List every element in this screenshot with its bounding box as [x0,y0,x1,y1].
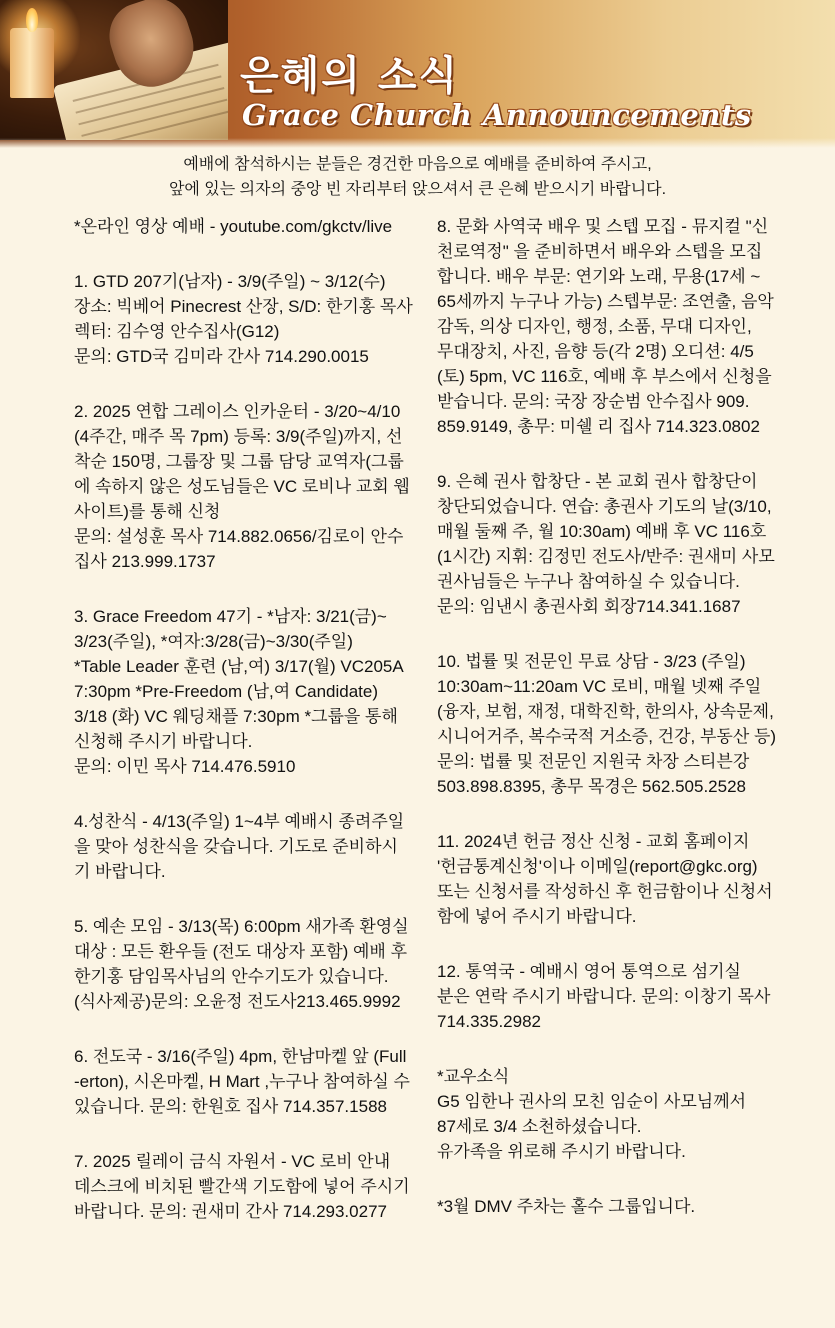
announcement-line: 1. GTD 207기(남자) - 3/9(주일) ~ 3/12(수) [74,272,386,291]
candle-icon [10,28,54,98]
announcement-line: 감독, 의상 디자인, 행정, 소품, 무대 디자인, [437,317,752,336]
announcement-line: *Table Leader 훈련 (남,여) 3/17(월) VC205A [74,657,404,676]
announcement-line: 8. 문화 사역국 배우 및 스텝 모집 - 뮤지컬 "신 [437,217,769,236]
announcement-line: 문의: GTD국 김미라 간사 714.290.0015 [74,347,369,366]
announcement-line: (4주간, 매주 목 7pm) 등록: 3/9(주일)까지, 선 [74,427,403,446]
announcement-line: 창단되었습니다. 연습: 총권사 기도의 날(3/10, [437,497,772,516]
announcement-item [437,1194,793,1219]
left-column [74,214,430,1224]
announcement-line: 4.성찬식 - 4/13(주일) 1~4부 예배시 종려주일 [74,812,405,831]
announcement-line: 문의: 법률 및 전문인 지원국 차장 스티븐강 [437,752,750,771]
announcement-line: 7:30pm *Pre-Freedom (남,여 Candidate) [74,682,379,701]
announcement-item [437,829,793,929]
announcement-item [74,809,430,884]
announcement-line: 신청해 주시기 바랍니다. [74,732,253,751]
intro-notice [0,152,835,202]
announcement-item [74,214,430,239]
announcement-line: 장소: 빅베어 Pinecrest 산장, S/D: 한기홍 목사 [74,297,413,316]
announcement-line: 데스크에 비치된 빨간색 기도함에 넣어 주시기 [74,1177,410,1196]
announcement-item [437,214,793,439]
announcement-line: 문의: 설성훈 목사 714.882.0656/김로이 안수 [74,527,404,546]
announcement-line: 합니다. 배우 부문: 연기와 노래, 무용(17세 ~ [437,267,761,286]
announcement-line: 매월 둘째 주, 월 10:30am) 예배 후 VC 116호 [437,522,767,541]
announcement-line: 한기홍 담임목사님의 안수기도가 있습니다. [74,967,389,986]
announcement-item [74,914,430,1014]
announcement-line: 있습니다. 문의: 한원호 집사 714.357.1588 [74,1097,387,1116]
announcement-item [437,649,793,799]
announcement-line: 문의: 임낸시 총권사회 회장714.341.1687 [437,597,741,616]
announcement-item [437,469,793,619]
announcement-line: 2. 2025 연합 그레이스 인카운터 - 3/20~4/10 [74,402,401,421]
announcement-line: 분은 연락 주시기 바랍니다. 문의: 이창기 목사 [437,987,771,1006]
announcement-item [74,399,430,574]
announcement-line: 65세까지 누구나 가능) 스텝부문: 조연출, 음악 [437,292,774,311]
announcement-item [74,1149,430,1224]
intro-line: 앞에 있는 의자의 중앙 빈 자리부터 앉으셔서 큰 은혜 받으시기 바랍니다. [168,181,667,198]
announcement-item [437,959,793,1034]
announcement-line: 5. 예손 모임 - 3/13(목) 6:00pm 새가족 환영실 [74,917,409,936]
announcement-line: 12. 통역국 - 예배시 영어 통역으로 섬기실 [437,962,741,981]
announcement-line: 3/18 (화) VC 웨딩채플 7:30pm *그룹을 통해 [74,707,398,726]
announcement-line: 유가족을 위로해 주시기 바랍니다. [437,1142,686,1161]
announcement-line: 6. 전도국 - 3/16(주일) 4pm, 한남마켙 앞 (Full [74,1047,407,1066]
announcement-line: 을 맞아 성찬식을 갖습니다. 기도로 준비하시 [74,837,398,856]
announcement-line: 3/23(주일), *여자:3/28(금)~3/30(주일) [74,632,353,651]
intro-line: 예배에 참석하시는 분들은 경건한 마음으로 예배를 준비하여 주시고, [183,156,652,173]
title-korean: 은혜의 소식 [240,53,460,99]
announcement-line: 10:30am~11:20am VC 로비, 매월 넷째 주일 [437,677,762,696]
announcement-line: 함에 넣어 주시기 바랍니다. [437,907,637,926]
announcement-line: 859.9149, 총무: 미쉘 리 집사 714.323.0802 [437,417,760,436]
announcement-item [74,604,430,779]
announcement-line: 권사님들은 누구나 참여하실 수 있습니다. [437,572,740,591]
announcement-line: 714.335.2982 [437,1012,541,1031]
announcement-line: 착순 150명, 그룹장 및 그룹 담당 교역자(그룹 [74,452,404,471]
announcement-line: 사이트)를 통해 신청 [74,502,221,521]
announcement-line: 문의: 이민 목사 714.476.5910 [74,757,296,776]
announcement-line: 바랍니다. 문의: 권새미 간사 714.293.0277 [74,1202,387,1221]
announcement-line: 7. 2025 릴레이 금식 자원서 - VC 로비 안내 [74,1152,391,1171]
right-column [437,214,793,1219]
announcement-line: 집사 213.999.1737 [74,552,216,571]
announcement-line: G5 임한나 권사의 모친 임순이 사모님께서 [437,1092,747,1111]
announcement-line: 3. Grace Freedom 47기 - *남자: 3/21(금)~ [74,607,387,626]
announcement-item [437,1064,793,1164]
announcement-line: 렉터: 김수영 안수집사(G12) [74,322,280,341]
announcement-line: '헌금통계신청'이나 이메일(report@gkc.org) [437,857,758,876]
announcement-line: 받습니다. 문의: 국장 장순범 안수집사 909. [437,392,750,411]
announcement-line: 11. 2024년 헌금 정산 신청 - 교회 홈페이지 [437,832,750,851]
announcement-line: *온라인 영상 예배 - youtube.com/gkctv/live [74,217,393,236]
candle-bible-prayer-image [0,0,228,140]
title-english: Grace Church Announcements [242,98,752,132]
announcement-line: (토) 5pm, VC 116호, 예배 후 부스에서 신청을 [437,367,772,386]
announcement-line: *교우소식 [437,1067,510,1086]
announcement-line: 503.898.8395, 총무 목경은 562.505.2528 [437,777,746,796]
announcement-line: 10. 법률 및 전문인 무료 상담 - 3/23 (주일) [437,652,746,671]
announcement-line: 9. 은혜 권사 합창단 - 본 교회 권사 합창단이 [437,472,758,491]
announcement-item [74,269,430,369]
header-banner [0,0,835,148]
announcement-line: 무대장치, 사진, 음향 등(각 2명) 오디션: 4/5 [437,342,754,361]
announcement-line: 대상 : 모든 환우들 (전도 대상자 포함) 예배 후 [74,942,408,961]
announcement-line: (융자, 보험, 재정, 대학진학, 한의사, 상속문제, [437,702,774,721]
announcement-line: (1시간) 지휘: 김정민 전도사/반주: 권새미 사모 [437,547,775,566]
announcement-line: 기 바랍니다. [74,862,166,881]
announcement-line: 또는 신청서를 작성하신 후 헌금함이나 신청서 [437,882,773,901]
announcement-line: (식사제공)문의: 오윤정 전도사213.465.9992 [74,992,401,1011]
announcement-item [74,1044,430,1119]
announcement-line: 시니어거주, 복수국적 거소증, 건강, 부동산 등) [437,727,777,746]
announcement-line: *3월 DMV 주차는 홀수 그룹입니다. [437,1197,696,1216]
announcement-line: 천로역정" 을 준비하면서 배우와 스텝을 모집 [437,242,763,261]
announcement-line: -erton), 시온마켙, H Mart ,누구나 참여하실 수 [74,1072,410,1091]
announcement-line: 에 속하지 않은 성도님들은 VC 로비나 교회 웹 [74,477,410,496]
announcement-line: 87세로 3/4 소천하셨습니다. [437,1117,642,1136]
